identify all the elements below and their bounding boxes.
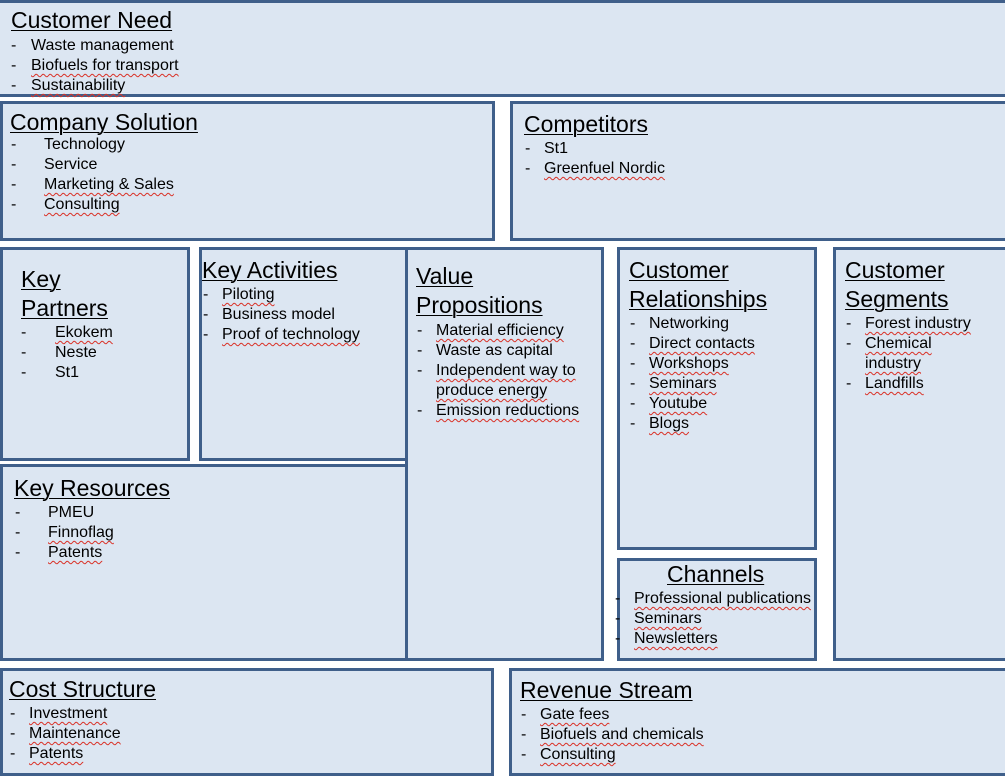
list-item: - Biofuels and chemicals — [521, 726, 704, 743]
list-item: - Gate fees — [521, 706, 610, 723]
list-item: - Neste — [21, 344, 97, 361]
competitors-title: Competitors — [524, 111, 648, 137]
list-item: - Chemical — [846, 335, 932, 352]
channels-title: Channels — [667, 561, 765, 587]
list-item: - Direct contacts — [630, 335, 755, 352]
key-activities-title: Key Activities — [202, 257, 338, 283]
company-solution-list — [11, 135, 174, 215]
list-item: - Business model — [203, 306, 335, 323]
key-partners-list — [21, 323, 113, 383]
list-item: - Maintenance — [10, 725, 121, 742]
list-item: - Marketing & Sales — [11, 176, 174, 193]
list-item: - Seminars — [630, 375, 717, 392]
list-item: - Sustainability — [11, 77, 126, 94]
channels-list — [615, 589, 811, 649]
cost-structure-list — [10, 704, 121, 764]
value-propositions-title: Value Propositions — [416, 263, 543, 318]
customer-segments-title: Customer Segments — [845, 257, 949, 312]
list-item: - Youtube — [630, 395, 708, 412]
list-item: - Networking — [630, 315, 730, 332]
list-item: - Forest industry — [846, 315, 971, 332]
customer-need-title: Customer Need — [11, 7, 173, 33]
list-item: - Technology — [11, 136, 125, 153]
list-item: - St1 — [525, 140, 569, 157]
revenue-stream-title: Revenue Stream — [520, 677, 693, 703]
customer-relationships-title: Customer Relationships — [629, 257, 768, 312]
list-item: - St1 — [21, 364, 80, 381]
list-item: - Material efficiency — [417, 322, 564, 339]
list-item: produce energy — [436, 382, 548, 399]
list-item: - Independent way to — [417, 362, 576, 379]
list-item: - Patents — [15, 544, 103, 561]
list-item: - Seminars — [615, 610, 702, 627]
list-item: - Consulting — [11, 196, 120, 213]
list-item: - Newsletters — [615, 630, 718, 647]
list-item: - Waste as capital — [417, 342, 553, 359]
key-resources-list — [15, 503, 114, 563]
list-item: - Blogs — [630, 415, 690, 432]
customer-segments-list — [846, 314, 971, 394]
list-item: - Investment — [10, 705, 108, 722]
cost-structure-title: Cost Structure — [9, 676, 156, 702]
list-item: - Emission reductions — [417, 402, 580, 419]
list-item: industry — [865, 355, 922, 372]
list-item: - Landfills — [846, 375, 924, 392]
key-activities-list — [203, 285, 360, 345]
list-item: - Piloting — [203, 286, 275, 303]
company-solution-title: Company Solution — [10, 109, 198, 135]
competitors-list — [525, 139, 665, 179]
key-partners-title: Key Partners — [21, 266, 108, 321]
list-item: - Workshops — [630, 355, 729, 372]
list-item: - Professional publications — [615, 590, 811, 607]
list-item: - Patents — [10, 745, 84, 762]
list-item: - Biofuels for transport — [11, 57, 179, 74]
customer-relationships-list — [630, 314, 755, 434]
list-item: - PMEU — [15, 504, 95, 521]
revenue-stream-list — [521, 705, 704, 765]
key-resources-title: Key Resources — [14, 475, 170, 501]
list-item: - Waste management — [11, 37, 174, 54]
list-item: - Proof of technology — [203, 326, 360, 343]
list-item: - Service — [11, 156, 98, 173]
list-item: - Finnoflag — [15, 524, 114, 541]
customer-need-list — [11, 36, 179, 96]
list-item: - Ekokem — [21, 324, 113, 341]
list-item: - Consulting — [521, 746, 616, 763]
list-item: - Greenfuel Nordic — [525, 160, 665, 177]
value-propositions-list — [417, 321, 579, 421]
